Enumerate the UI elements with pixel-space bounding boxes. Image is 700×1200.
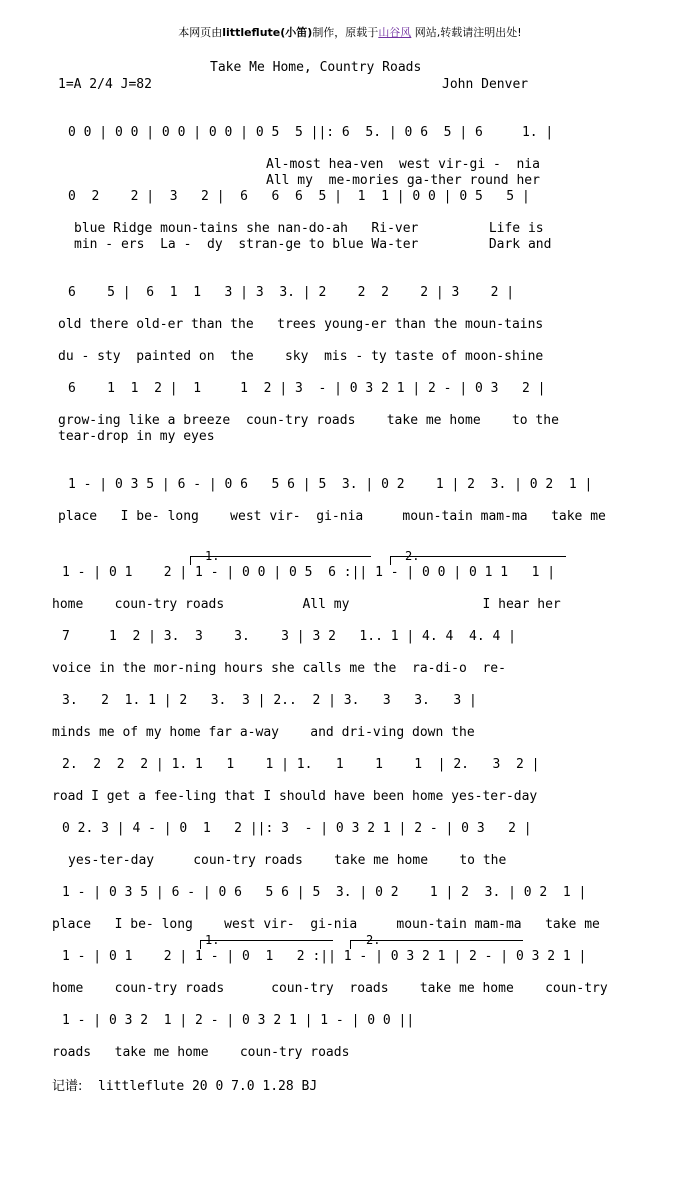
volta-number: 2. — [366, 933, 381, 947]
notation-line: 1 - | 0 3 2 1 | 2 - | 0 3 2 1 | 1 - | 0 0 || — [62, 1013, 415, 1028]
key-tempo: 1=A 2/4 J=82 — [58, 77, 152, 92]
lyric-line: tear-drop in my eyes — [58, 429, 215, 444]
lyric-line: place I be- long west vir- gi-nia moun-tain mam-ma take me — [52, 917, 600, 932]
header-mid: 制作，原载于 — [312, 26, 379, 39]
lyric-line: Al-most hea-ven west vir-gi - nia — [266, 157, 540, 172]
lyric-line: home coun-try roads All my I hear her — [52, 597, 561, 612]
notation-line: 0 0 | 0 0 | 0 0 | 0 0 | 0 5 5 ||: 6 5. | 0 6 5 | 6 1. | — [68, 125, 554, 140]
site-header — [0, 24, 700, 40]
volta-bracket-1 — [200, 940, 333, 949]
header-author: littleflute(小笛) — [222, 26, 313, 39]
notation-line: 7 1 2 | 3. 3 3. 3 | 3 2 1.. 1 | 4. 4 4. 4 | — [62, 629, 516, 644]
volta-number: 2. — [405, 549, 420, 563]
notation-line: 6 5 | 6 1 1 3 | 3 3. | 2 2 2 2 | 3 2 | — [68, 285, 515, 300]
credit-text: littleflute 20 0 7.0 1.28 BJ — [98, 1079, 318, 1094]
header-post: 网站,转载请注明出处! — [411, 26, 522, 39]
lyric-line: blue Ridge moun-tains she nan-do-ah Ri-ver Life is — [74, 221, 544, 236]
lyric-line: grow-ing like a breeze coun-try roads take me home to the — [58, 413, 559, 428]
volta-number: 1. — [205, 549, 220, 563]
lyric-line: All my me-mories ga-ther round her — [266, 173, 540, 188]
lyric-line: road I get a fee-ling that I should have been home yes-ter-day — [52, 789, 538, 804]
lyric-line: roads take me home coun-try roads — [52, 1045, 350, 1060]
volta-number: 1. — [205, 933, 220, 947]
notation-line: 1 - | 0 3 5 | 6 - | 0 6 5 6 | 5 3. | 0 2 1 | 2 3. | 0 2 1 | — [68, 477, 593, 492]
composer: John Denver — [442, 77, 529, 92]
lyric-line: yes-ter-day coun-try roads take me home to the — [68, 853, 507, 868]
lyric-line: old there old-er than the trees young-er than the moun-tains — [58, 317, 544, 332]
notation-line: 0 2. 3 | 4 - | 0 1 2 ||: 3 - | 0 3 2 1 | 2 - | 0 3 2 | — [62, 821, 532, 836]
transcriber-credit — [52, 1075, 317, 1094]
notation-line: 3. 2 1. 1 | 2 3. 3 | 2.. 2 | 3. 3 3. 3 | — [62, 693, 477, 708]
notation-line: 1 - | 0 3 5 | 6 - | 0 6 5 6 | 5 3. | 0 2 1 | 2 3. | 0 2 1 | — [62, 885, 587, 900]
lyric-line: place I be- long west vir- gi-nia moun-tain mam-ma take me — [58, 509, 606, 524]
notation-line: 1 - | 0 1 2 | 1 - | 0 1 2 :|| 1 - | 0 3 2 1 | 2 - | 0 3 2 1 | — [62, 949, 587, 964]
lyric-line: du - sty painted on the sky mis - ty taste of moon-shine — [58, 349, 544, 364]
lyric-line: home coun-try roads coun-try roads take me home coun-try — [52, 981, 608, 996]
notation-line: 2. 2 2 2 | 1. 1 1 1 | 1. 1 1 1 | 2. 3 2 | — [62, 757, 540, 772]
credit-label: 记谱: — [52, 1079, 83, 1094]
lyric-line: min - ers La - dy stran-ge to blue Wa-ter Dark and — [74, 237, 552, 252]
header-pre: 本网页由 — [178, 26, 223, 39]
song-title: Take Me Home, Country Roads — [210, 60, 422, 75]
notation-line: 0 2 2 | 3 2 | 6 6 6 5 | 1 1 | 0 0 | 0 5 5 | — [68, 189, 530, 204]
notation-line: 1 - | 0 1 2 | 1 - | 0 0 | 0 5 6 :|| 1 - | 0 0 | 0 1 1 1 | — [62, 565, 556, 580]
lyric-line: voice in the mor-ning hours she calls me the ra-di-o re- — [52, 661, 506, 676]
lyric-line: minds me of my home far a-way and dri-ving down the — [52, 725, 475, 740]
notation-line: 6 1 1 2 | 1 1 2 | 3 - | 0 3 2 1 | 2 - | 0 3 2 | — [68, 381, 546, 396]
site-link[interactable]: 山谷风 — [378, 26, 412, 39]
